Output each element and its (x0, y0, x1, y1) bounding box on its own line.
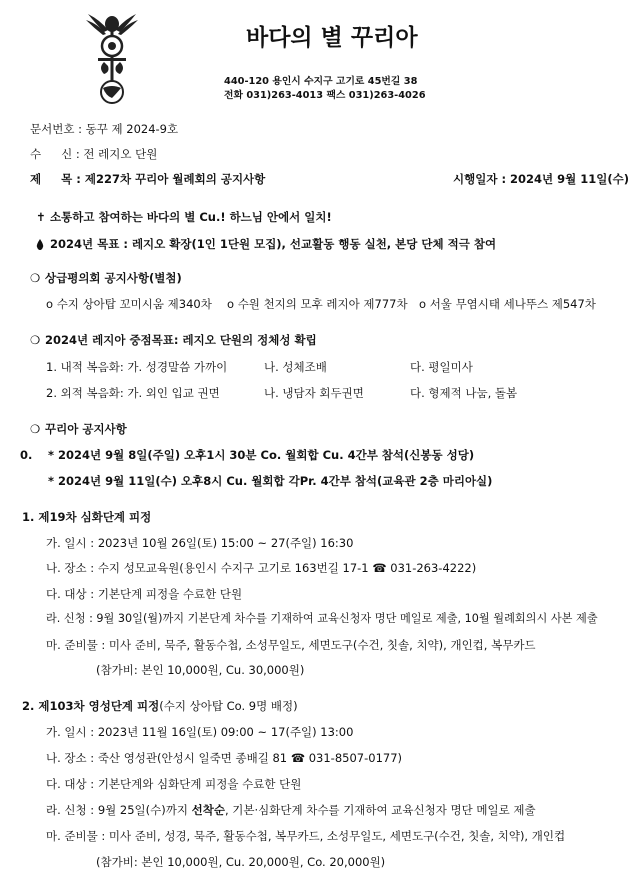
item2-title-row (22, 699, 298, 713)
phone-icon: ☎ (372, 561, 387, 575)
senatus-heading-text: 상급평의회 공지사항(별첨) (45, 271, 182, 285)
subject-label-b: 목 : (61, 172, 81, 186)
item2-prep: 마. 준비물 : 미사 준비, 성경, 묵주, 활동수첩, 복무카드, 소성무일도, 세면도구(수건, 칫솔, 치약), 개인컵 (46, 829, 566, 843)
phone-icon: ☎ (290, 751, 306, 765)
item1-date: 가. 일시 : 2023년 10월 26일(토) 15:00 ~ 27(주일) 16:30 (46, 536, 354, 550)
curia-heading (30, 422, 127, 436)
org-title: 바다의 별 꾸리아 (246, 25, 418, 51)
item2-title: 2. 제103차 영성단계 피정 (22, 699, 160, 713)
item1-place-text: 나. 장소 : 수지 성모교육원(용인시 수지구 고기로 163번길 17-1 (46, 561, 369, 575)
focus-row2-a: 2. 외적 복음화: 가. 외인 입교 권면 (46, 386, 220, 400)
circle-bullet-icon: ❍ (30, 333, 41, 347)
subject-row (30, 172, 265, 186)
subject-label-a: 제 (30, 172, 42, 186)
goal-text: 2024년 목표 : 레지오 확장(1인 1단원 모집), 선교활동 행동 실천, 본당 단체 적극 참여 (50, 237, 497, 251)
motto-text: 소통하고 참여하는 바다의 별 Cu.! 하느님 안에서 일치! (50, 210, 332, 224)
curia-item0-num: 0. (20, 448, 33, 462)
item1-fee: (참가비: 본인 10,000원, Cu. 30,000원) (96, 663, 305, 677)
curia-item0-line2: * 2024년 9월 11일(수) 오후8시 Cu. 월회합 각Pr. 4간부 참석(교육관 2층 마리아실) (48, 474, 493, 488)
recipient-value: 전 레지오 단원 (83, 147, 158, 161)
item2-apply (46, 803, 536, 817)
item2-apply-a: 라. 신청 : 9월 25일(수)까지 (46, 803, 192, 817)
item2-date: 가. 일시 : 2023년 11월 16일(토) 09:00 ~ 17(주일) 13:00 (46, 725, 354, 739)
doc-number-value: 동꾸 제 2024-9호 (85, 122, 179, 136)
address-line: 440-120 용인시 수지구 고기로 45번길 38 (224, 76, 418, 87)
item2-target: 다. 대상 : 기본단계와 심화단계 피정을 수료한 단원 (46, 777, 302, 791)
circle-bullet-icon: ❍ (30, 422, 41, 436)
senatus-item-1: o 수지 상아탑 꼬미시움 제340차 (46, 297, 212, 311)
item2-apply-bold: 선착순 (191, 803, 225, 817)
curia-heading-text: 꾸리아 공지사항 (45, 422, 127, 436)
recipient-label-b: 신 : (61, 147, 80, 161)
subject-value: 제227차 꾸리아 월례회의 공지사항 (84, 172, 266, 186)
focus-row2-b: 나. 냉담자 회두권면 (264, 386, 364, 400)
droplet-icon (36, 237, 50, 251)
focus-row1-b: 나. 성체조배 (264, 360, 327, 374)
item2-title-note: (수지 상아탑 Co. 9명 배정) (159, 699, 298, 713)
item1-title: 1. 제19차 심화단계 피정 (22, 510, 152, 524)
phone-line: 전화 031)263-4013 팩스 031)263-4026 (224, 90, 426, 101)
focus-row2-c: 다. 형제적 나눔, 돌봄 (410, 386, 518, 400)
item2-place-text: 나. 장소 : 죽산 영성관(안성시 일죽면 종배길 81 (46, 751, 288, 765)
item1-prep: 마. 준비물 : 미사 준비, 묵주, 활동수첩, 소성무일도, 세면도구(수건, 칫솔, 치약), 개인컵, 복무카드 (46, 638, 536, 652)
item1-place-phone: 031-263-4222) (390, 561, 477, 575)
focus-heading (30, 333, 317, 347)
senatus-item-2: o 수원 천지의 모후 레지아 제777차 (227, 297, 408, 311)
item2-fee: (참가비: 본인 10,000원, Cu. 20,000원, Co. 20,000원) (96, 855, 386, 869)
focus-heading-text: 2024년 레지아 중점목표: 레지오 단원의 정체성 확립 (45, 333, 317, 347)
focus-row1-c: 다. 평일미사 (410, 360, 473, 374)
legion-standard-logo (84, 2, 140, 106)
doc-number-row (30, 122, 178, 136)
senatus-item-3: o 서울 무염시태 세나뚜스 제547차 (419, 297, 596, 311)
curia-item0-line1: * 2024년 9월 8일(주일) 오후1시 30분 Co. 월회합 Cu. 4간부 참석(신봉동 성당) (48, 448, 475, 462)
focus-row1-a: 1. 내적 복음화: 가. 성경말씀 가까이 (46, 360, 228, 374)
senatus-heading (30, 271, 182, 285)
effective-date: 시행일자 : 2024년 9월 11일(수) (453, 172, 630, 186)
item1-apply: 라. 신청 : 9월 30일(월)까지 기본단계 차수를 기재하여 교육신청자 명단 메일로 제출, 10월 월례회의시 사본 제출 (46, 612, 598, 625)
goal-line (36, 237, 496, 251)
recipient-label-a: 수 (30, 147, 42, 161)
circle-bullet-icon: ❍ (30, 271, 41, 285)
recipient-row (30, 147, 157, 161)
doc-number-label: 문서번호 : (30, 122, 82, 136)
item2-apply-b: , 기본·심화단계 차수를 기재하여 교육신청자 명단 메일로 제출 (224, 803, 536, 817)
item1-target: 다. 대상 : 기본단계 피정을 수료한 단원 (46, 587, 243, 601)
cross-icon: ✝ (36, 210, 46, 224)
motto-line (36, 210, 332, 224)
item2-place-phone: 031-8507-0177) (308, 751, 403, 765)
item2-place (46, 751, 402, 765)
item1-place (46, 561, 476, 575)
